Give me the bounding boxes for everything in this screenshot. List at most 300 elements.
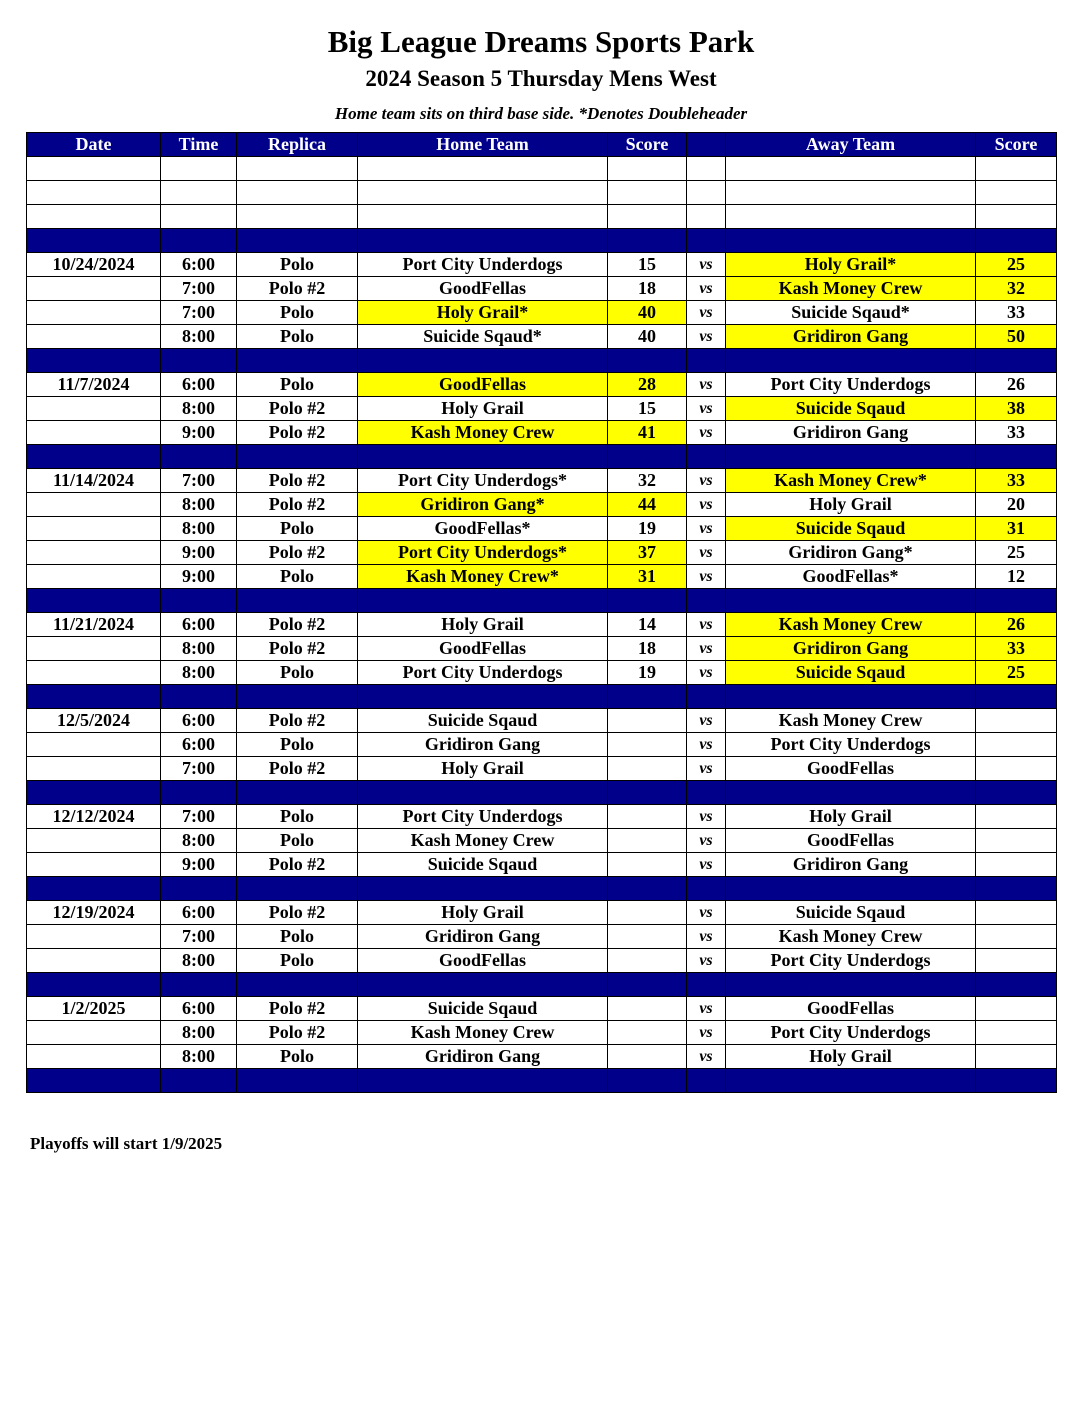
home-score-cell [608,709,687,733]
home-score-cell [608,853,687,877]
home-score-cell: 41 [608,421,687,445]
home-team-cell: Holy Grail [358,397,608,421]
empty-cell [608,589,687,613]
time-cell: 6:00 [161,901,237,925]
empty-cell [687,205,726,229]
empty-cell [726,1069,976,1093]
empty-cell [976,229,1057,253]
away-score-cell: 26 [976,613,1057,637]
home-score-cell [608,925,687,949]
away-team-cell: Kash Money Crew [726,925,976,949]
empty-cell [608,973,687,997]
replica-cell: Polo #2 [237,277,358,301]
date-cell [27,301,161,325]
home-score-cell: 19 [608,661,687,685]
home-score-cell: 40 [608,301,687,325]
home-score-cell: 32 [608,469,687,493]
replica-cell: Polo #2 [237,493,358,517]
away-score-cell [976,1045,1057,1069]
empty-cell [726,877,976,901]
empty-cell [27,877,161,901]
home-team-cell: Gridiron Gang [358,1045,608,1069]
empty-cell [608,349,687,373]
vs-label: vs [687,997,726,1021]
date-cell [27,661,161,685]
replica-cell: Polo [237,733,358,757]
away-team-cell: GoodFellas [726,757,976,781]
time-cell: 7:00 [161,277,237,301]
empty-cell [608,685,687,709]
game-row [27,637,1057,661]
replica-cell: Polo #2 [237,421,358,445]
empty-cell [687,349,726,373]
time-cell: 8:00 [161,1045,237,1069]
empty-cell [358,157,608,181]
away-score-cell: 12 [976,565,1057,589]
empty-cell [358,685,608,709]
time-cell: 8:00 [161,325,237,349]
empty-cell [687,781,726,805]
home-team-cell: Suicide Sqaud* [358,325,608,349]
game-row [27,565,1057,589]
away-score-cell: 25 [976,253,1057,277]
game-row [27,253,1057,277]
away-score-cell: 33 [976,469,1057,493]
vs-label: vs [687,325,726,349]
empty-cell [976,973,1057,997]
empty-cell [358,445,608,469]
vs-label: vs [687,829,726,853]
game-row [27,1021,1057,1045]
home-score-cell: 28 [608,373,687,397]
empty-cell [237,349,358,373]
replica-cell: Polo [237,661,358,685]
empty-cell [358,205,608,229]
empty-cell [161,349,237,373]
home-score-cell [608,997,687,1021]
away-score-cell: 26 [976,373,1057,397]
empty-cell [726,445,976,469]
empty-cell [237,589,358,613]
away-team-cell: Kash Money Crew* [726,469,976,493]
vs-label: vs [687,733,726,757]
home-team-cell: GoodFellas [358,277,608,301]
date-cell [27,541,161,565]
col-header-away-score: Score [976,133,1057,157]
game-row [27,397,1057,421]
home-team-cell: Gridiron Gang [358,733,608,757]
away-team-cell: Holy Grail [726,1045,976,1069]
empty-cell [687,181,726,205]
empty-cell [237,157,358,181]
replica-cell: Polo [237,253,358,277]
home-team-cell: Kash Money Crew [358,829,608,853]
empty-cell [608,157,687,181]
replica-cell: Polo #2 [237,541,358,565]
away-team-cell: Gridiron Gang [726,325,976,349]
playoffs-note: Playoffs will start 1/9/2025 [30,1134,223,1153]
game-row [27,997,1057,1021]
time-cell: 7:00 [161,469,237,493]
replica-cell: Polo [237,1045,358,1069]
empty-cell [161,877,237,901]
away-score-cell: 33 [976,301,1057,325]
empty-cell [161,589,237,613]
away-team-cell: GoodFellas* [726,565,976,589]
home-score-cell: 31 [608,565,687,589]
date-separator-row [27,685,1057,709]
away-score-cell: 33 [976,637,1057,661]
home-score-cell [608,949,687,973]
date-cell [27,1021,161,1045]
home-team-cell: Port City Underdogs* [358,469,608,493]
home-team-cell: Suicide Sqaud [358,709,608,733]
vs-label: vs [687,1045,726,1069]
date-cell: 11/7/2024 [27,373,161,397]
empty-cell [726,781,976,805]
date-cell [27,637,161,661]
empty-cell [976,205,1057,229]
empty-cell [976,349,1057,373]
replica-cell: Polo [237,325,358,349]
empty-cell [687,685,726,709]
col-header-home-score: Score [608,133,687,157]
date-cell [27,517,161,541]
empty-cell [976,589,1057,613]
away-team-cell: Kash Money Crew [726,613,976,637]
empty-cell [237,181,358,205]
replica-cell: Polo [237,925,358,949]
empty-cell [27,1069,161,1093]
away-score-cell: 25 [976,661,1057,685]
time-cell: 8:00 [161,661,237,685]
game-row [27,709,1057,733]
date-cell [27,1045,161,1069]
date-separator-row [27,781,1057,805]
vs-label: vs [687,493,726,517]
time-cell: 9:00 [161,421,237,445]
game-row [27,853,1057,877]
empty-cell [976,877,1057,901]
away-score-cell [976,733,1057,757]
game-row [27,517,1057,541]
vs-label: vs [687,709,726,733]
empty-cell [358,781,608,805]
home-score-cell: 40 [608,325,687,349]
col-header-date: Date [27,133,161,157]
page-title: Big League Dreams Sports Park [327,24,755,59]
schedule-table [26,132,1057,1093]
time-cell: 7:00 [161,925,237,949]
empty-cell [27,973,161,997]
home-score-cell: 15 [608,397,687,421]
home-score-cell [608,733,687,757]
away-team-cell: Suicide Sqaud* [726,301,976,325]
empty-cell [358,973,608,997]
vs-label: vs [687,613,726,637]
time-cell: 6:00 [161,709,237,733]
date-cell [27,565,161,589]
time-cell: 6:00 [161,253,237,277]
game-row [27,613,1057,637]
empty-cell [726,589,976,613]
vs-label: vs [687,805,726,829]
time-cell: 9:00 [161,541,237,565]
home-score-cell: 19 [608,517,687,541]
empty-cell [161,685,237,709]
game-row [27,469,1057,493]
replica-cell: Polo [237,565,358,589]
home-team-cell: Suicide Sqaud [358,853,608,877]
game-row [27,829,1057,853]
game-row [27,661,1057,685]
game-row [27,421,1057,445]
empty-cell [608,1069,687,1093]
empty-cell [161,205,237,229]
home-score-cell [608,1021,687,1045]
empty-cell [358,229,608,253]
date-cell [27,325,161,349]
schedule-note: Home team sits on third base side. *Denotes Doubleheader [334,104,748,123]
empty-cell [27,229,161,253]
replica-cell: Polo #2 [237,637,358,661]
away-team-cell: GoodFellas [726,829,976,853]
empty-cell [726,685,976,709]
col-header-away-team: Away Team [726,133,976,157]
date-separator-row [27,877,1057,901]
empty-cell [976,781,1057,805]
game-row [27,373,1057,397]
game-row [27,733,1057,757]
empty-cell [161,973,237,997]
col-header-home-team: Home Team [358,133,608,157]
empty-cell [976,157,1057,181]
empty-cell [687,229,726,253]
vs-label: vs [687,517,726,541]
empty-cell [237,205,358,229]
empty-cell [237,1069,358,1093]
empty-cell [687,973,726,997]
away-team-cell: Suicide Sqaud [726,397,976,421]
time-cell: 8:00 [161,949,237,973]
date-separator-row [27,445,1057,469]
away-score-cell: 38 [976,397,1057,421]
empty-cell [27,685,161,709]
empty-cell [358,349,608,373]
empty-cell [726,349,976,373]
time-cell: 8:00 [161,517,237,541]
date-cell: 10/24/2024 [27,253,161,277]
col-header-replica: Replica [237,133,358,157]
replica-cell: Polo [237,829,358,853]
empty-cell [27,157,161,181]
vs-label: vs [687,253,726,277]
vs-label: vs [687,757,726,781]
date-cell [27,733,161,757]
date-cell [27,757,161,781]
home-team-cell: Kash Money Crew* [358,565,608,589]
time-cell: 9:00 [161,853,237,877]
date-cell [27,853,161,877]
home-score-cell [608,829,687,853]
time-cell: 6:00 [161,373,237,397]
date-cell [27,421,161,445]
away-score-cell: 32 [976,277,1057,301]
empty-cell [687,589,726,613]
empty-cell [161,445,237,469]
date-separator-row [27,349,1057,373]
game-row [27,901,1057,925]
empty-cell [27,781,161,805]
home-team-cell: GoodFellas [358,637,608,661]
empty-cell [726,229,976,253]
away-score-cell [976,805,1057,829]
empty-cell [237,685,358,709]
away-team-cell: Suicide Sqaud [726,901,976,925]
date-cell: 12/19/2024 [27,901,161,925]
home-score-cell: 14 [608,613,687,637]
date-separator-row [27,1069,1057,1093]
away-score-cell [976,757,1057,781]
home-team-cell: GoodFellas [358,949,608,973]
vs-label: vs [687,925,726,949]
empty-cell [608,229,687,253]
date-cell [27,925,161,949]
time-cell: 7:00 [161,757,237,781]
game-row [27,1045,1057,1069]
replica-cell: Polo #2 [237,901,358,925]
empty-cell [608,877,687,901]
home-team-cell: Port City Underdogs* [358,541,608,565]
away-team-cell: Gridiron Gang [726,637,976,661]
date-cell: 12/5/2024 [27,709,161,733]
date-cell [27,949,161,973]
replica-cell: Polo [237,949,358,973]
empty-cell [976,685,1057,709]
replica-cell: Polo [237,805,358,829]
replica-cell: Polo #2 [237,709,358,733]
header-row [27,133,1057,157]
empty-cell [608,205,687,229]
blank-row [27,157,1057,181]
away-team-cell: Kash Money Crew [726,709,976,733]
replica-cell: Polo #2 [237,1021,358,1045]
away-team-cell: Holy Grail [726,805,976,829]
empty-cell [726,973,976,997]
date-separator-row [27,589,1057,613]
time-cell: 8:00 [161,493,237,517]
col-header-time: Time [161,133,237,157]
vs-label: vs [687,373,726,397]
game-row [27,541,1057,565]
vs-label: vs [687,661,726,685]
time-cell: 6:00 [161,733,237,757]
replica-cell: Polo #2 [237,997,358,1021]
table-body [27,157,1057,1093]
away-score-cell: 25 [976,541,1057,565]
game-row [27,805,1057,829]
empty-cell [608,445,687,469]
empty-cell [161,181,237,205]
away-team-cell: Port City Underdogs [726,373,976,397]
time-cell: 9:00 [161,565,237,589]
empty-cell [161,157,237,181]
away-score-cell [976,997,1057,1021]
empty-cell [358,877,608,901]
time-cell: 7:00 [161,805,237,829]
time-cell: 8:00 [161,1021,237,1045]
blank-row [27,181,1057,205]
vs-label: vs [687,565,726,589]
vs-label: vs [687,1021,726,1045]
empty-cell [161,781,237,805]
away-team-cell: Gridiron Gang [726,421,976,445]
empty-cell [237,229,358,253]
home-team-cell: Holy Grail [358,613,608,637]
home-team-cell: Holy Grail [358,901,608,925]
away-score-cell [976,853,1057,877]
game-row [27,325,1057,349]
home-score-cell: 37 [608,541,687,565]
away-team-cell: Holy Grail [726,493,976,517]
vs-label: vs [687,421,726,445]
home-score-cell [608,901,687,925]
replica-cell: Polo [237,373,358,397]
time-cell: 8:00 [161,397,237,421]
game-row [27,949,1057,973]
empty-cell [237,877,358,901]
game-row [27,301,1057,325]
empty-cell [358,589,608,613]
col-header-vs [687,133,726,157]
home-team-cell: Gridiron Gang* [358,493,608,517]
time-cell: 8:00 [161,637,237,661]
game-row [27,925,1057,949]
empty-cell [237,973,358,997]
date-cell [27,829,161,853]
empty-cell [27,205,161,229]
home-team-cell: Suicide Sqaud [358,997,608,1021]
date-separator-row [27,229,1057,253]
empty-cell [687,445,726,469]
date-cell: 12/12/2024 [27,805,161,829]
away-team-cell: Gridiron Gang [726,853,976,877]
empty-cell [358,181,608,205]
vs-label: vs [687,277,726,301]
home-team-cell: Port City Underdogs [358,253,608,277]
empty-cell [608,181,687,205]
away-team-cell: Gridiron Gang* [726,541,976,565]
game-row [27,493,1057,517]
home-score-cell: 18 [608,637,687,661]
blank-row [27,205,1057,229]
empty-cell [237,445,358,469]
game-row [27,757,1057,781]
replica-cell: Polo [237,517,358,541]
game-row [27,277,1057,301]
empty-cell [27,181,161,205]
away-score-cell: 50 [976,325,1057,349]
vs-label: vs [687,541,726,565]
away-score-cell: 31 [976,517,1057,541]
page-subtitle: 2024 Season 5 Thursday Mens West [365,66,717,91]
table-header [27,133,1057,157]
vs-label: vs [687,469,726,493]
away-score-cell: 20 [976,493,1057,517]
date-cell [27,277,161,301]
vs-label: vs [687,301,726,325]
home-team-cell: Holy Grail* [358,301,608,325]
